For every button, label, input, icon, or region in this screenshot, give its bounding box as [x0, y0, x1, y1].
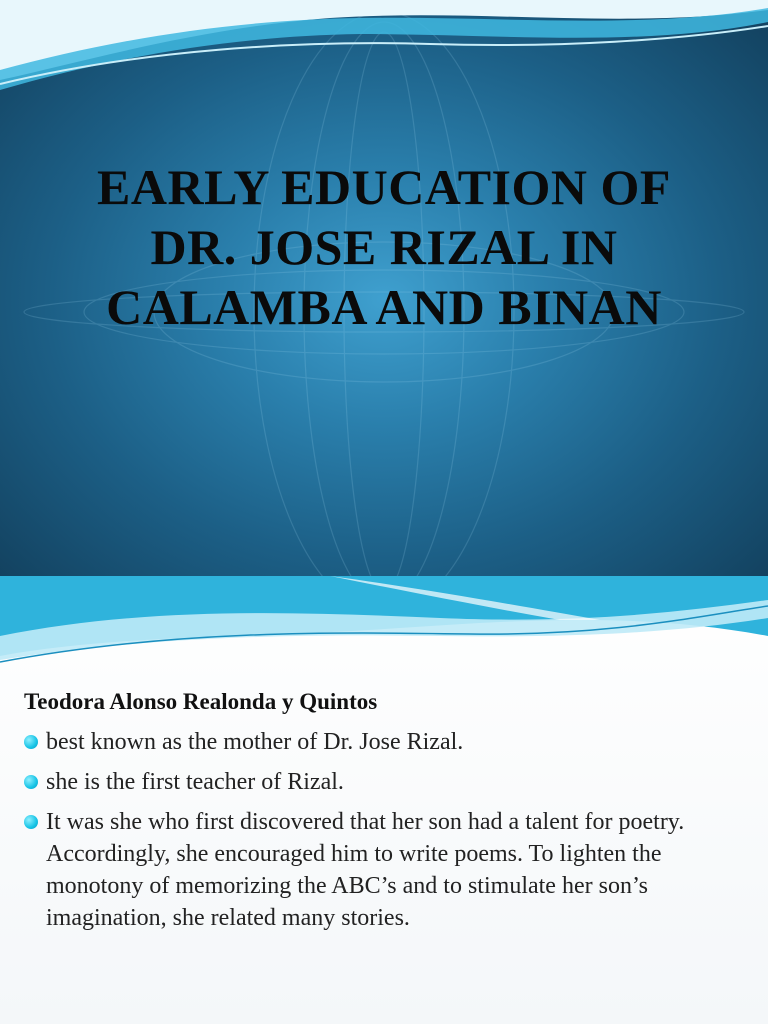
slide-heading: Teodora Alonso Realonda y Quintos: [24, 689, 378, 714]
bullet-dot-icon: [24, 815, 38, 829]
bullet-item: [22, 806, 722, 934]
content-slide: [0, 576, 768, 1024]
bullet-text: best known as the mother of Dr. Jose Rizal.: [46, 729, 464, 755]
bullet-item: [22, 766, 722, 798]
wave-header: [0, 576, 768, 686]
bullet-text: It was she who first discovered that her son had a talent for poetry. Accordingly, she encouraged him to write poems. To lighten the monotony of memorizing the ABC’s and to stimulate her son’s imagination, she related many stories.: [46, 809, 685, 931]
title-line: DR. JOSE RIZAL IN: [150, 219, 618, 275]
bullet-dot-icon: [24, 735, 38, 749]
bullet-text: she is the first teacher of Rizal.: [46, 769, 344, 795]
bullet-list: [22, 726, 722, 942]
slide-title: [40, 157, 728, 337]
bullet-dot-icon: [24, 775, 38, 789]
title-line: CALAMBA AND BINAN: [106, 279, 662, 335]
title-line: EARLY EDUCATION OF: [97, 159, 671, 215]
bullet-item: [22, 726, 722, 758]
